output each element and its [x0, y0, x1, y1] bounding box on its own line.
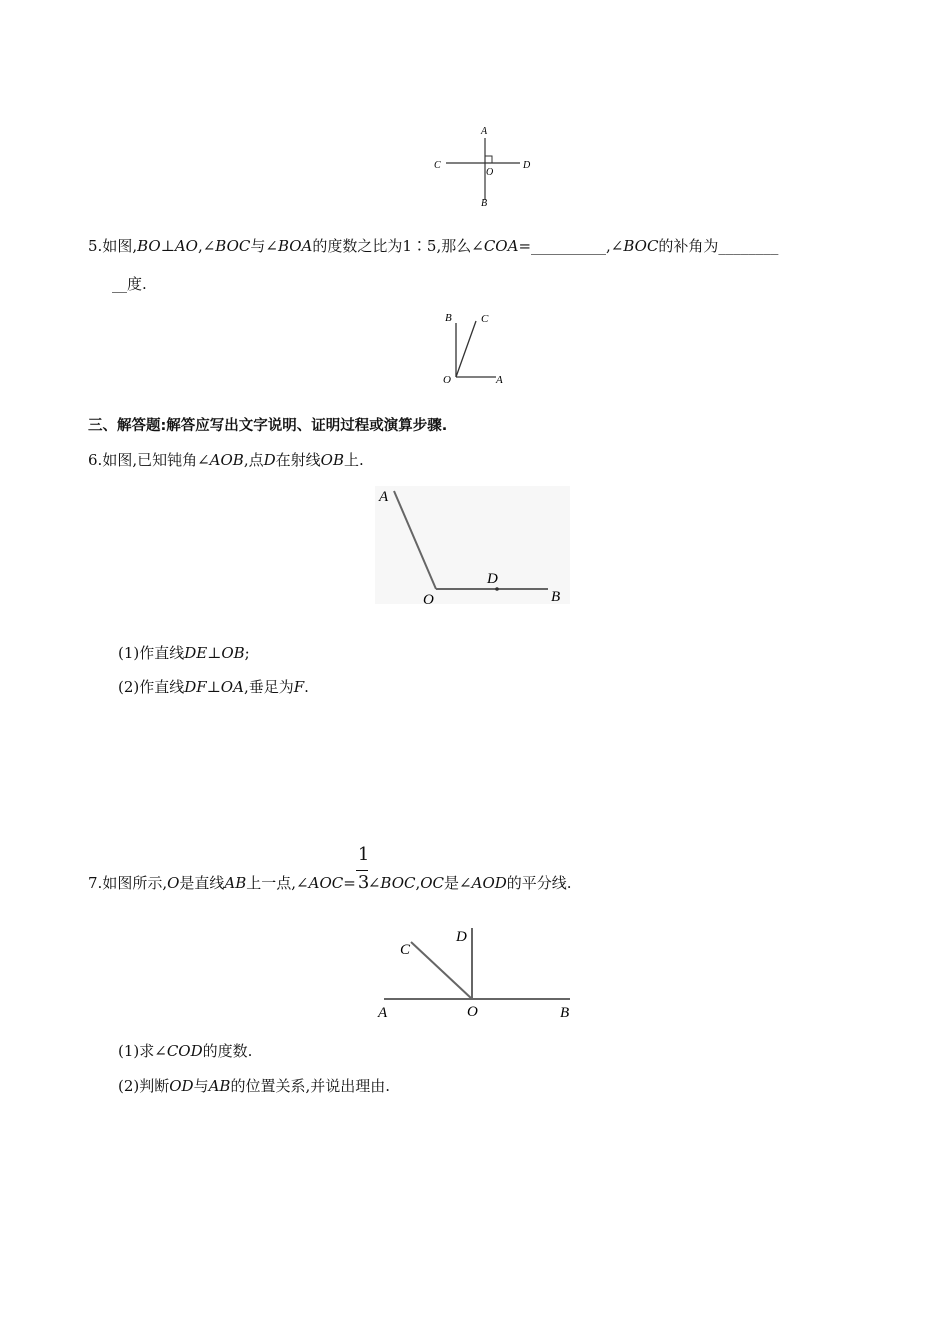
q7-number: 7. — [88, 874, 103, 892]
point-d — [495, 587, 499, 591]
label-c: C — [481, 313, 489, 325]
ray-oc — [411, 942, 472, 999]
q6-part2: (2)作直线DF⊥OA,垂足为F. — [118, 678, 309, 696]
label-a: A — [378, 1005, 388, 1021]
ray-oc — [456, 321, 476, 377]
label-c: C — [434, 160, 441, 171]
label-d: D — [487, 571, 498, 587]
right-angle-mark — [485, 156, 492, 163]
q7-part2: (2)判断OD与AB的位置关系,并说出理由. — [118, 1077, 390, 1095]
figure-q4 — [425, 120, 545, 215]
q5-blank1: =__________,∠ — [518, 237, 624, 255]
q7-part1: (1)求∠COD的度数. — [118, 1042, 253, 1060]
label-b: B — [551, 589, 561, 605]
section3-heading: 三、解答题:解答应写出文字说明、证明过程或演算步骤. — [88, 418, 448, 434]
q6-stem: 6.如图,已知钝角∠AOB,点D在射线OB上. — [88, 451, 364, 469]
label-o: O — [467, 1004, 478, 1020]
label-d: D — [456, 929, 467, 945]
q5-line1: 5.如图,BO⊥AO,∠BOC与∠BOA的度数之比为1∶5,那么∠COA=__________,∠BOC的补角为________ — [88, 237, 779, 255]
label-o: O — [443, 374, 451, 386]
figure-q6 — [372, 483, 572, 608]
q5-line2: __度. — [112, 275, 147, 293]
figure-q7 — [374, 922, 579, 1022]
label-b: B — [445, 312, 452, 324]
label-b: B — [481, 198, 488, 209]
q5-number: 5. — [88, 237, 103, 255]
fraction-one-third: $\frac{1}{3}$ — [357, 844, 370, 893]
label-a: A — [496, 374, 503, 386]
q6-part1: (1)作直线DE⊥OB; — [118, 644, 250, 662]
figure-q5 — [436, 305, 516, 390]
label-o: O — [486, 167, 494, 178]
q5-blank2: 的补角为________ — [658, 237, 779, 255]
label-d: D — [523, 160, 531, 171]
label-c: C — [400, 942, 411, 958]
label-a: A — [481, 126, 488, 137]
q7-stem: 7.如图所示,O是直线AB上一点,∠AOC= $\frac{1}{3}$ ∠BOC,OC是∠AOD的平分线. — [88, 844, 572, 893]
label-b: B — [560, 1005, 570, 1021]
figure-background — [375, 486, 570, 604]
label-o: O — [423, 592, 434, 608]
q6-number: 6. — [88, 451, 103, 469]
label-a: A — [379, 489, 389, 505]
